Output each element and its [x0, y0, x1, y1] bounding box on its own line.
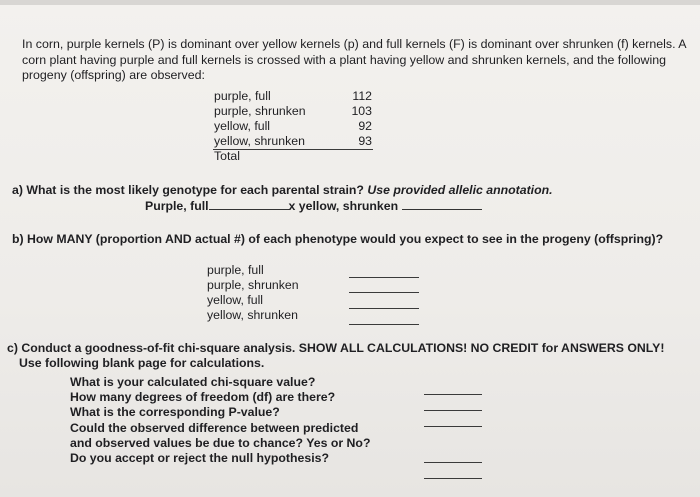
- expected-phenotype: purple, shrunken: [207, 278, 299, 292]
- progeny-count: 92: [358, 119, 372, 133]
- progeny-label: yellow, full: [214, 119, 271, 133]
- question-a-text: a) What is the most likely genotype for each parental strain?: [12, 183, 364, 197]
- question-a-italic: Use provided allelic annotation.: [367, 183, 553, 197]
- intro-paragraph: [22, 37, 687, 84]
- intro-line-3: progeny (offspring) are observed:: [22, 68, 205, 82]
- df-blank[interactable]: [424, 410, 482, 411]
- expected-phenotype: yellow, shrunken: [207, 308, 298, 322]
- expected-phenotype: purple, full: [207, 263, 264, 277]
- null-hypothesis-blank[interactable]: [424, 478, 482, 479]
- expected-blank-2[interactable]: [349, 292, 419, 293]
- progeny-count: 93: [358, 134, 372, 148]
- p-value-question: What is the corresponding P-value?: [70, 405, 280, 420]
- intro-line-1: In corn, purple kernels (P) is dominant over yellow kernels (p) and full kernels (F) is dominant over shrunken (f) kernels. A: [22, 37, 687, 51]
- expected-blank-1[interactable]: [349, 277, 419, 278]
- intro-line-2: corn plant having purple and full kernels is crossed with a plant having yellow and shrunken kernels, and the following: [22, 52, 667, 67]
- question-b: b) How MANY (proportion AND actual #) of each phenotype would you expect to see in the progeny (offspring)?: [12, 232, 664, 246]
- progeny-label: purple, full: [214, 89, 271, 103]
- expected-blank-3[interactable]: [349, 308, 419, 309]
- expected-blank-4[interactable]: [349, 324, 419, 325]
- chance-blank[interactable]: [424, 462, 482, 463]
- expected-phenotype: yellow, full: [207, 293, 264, 307]
- chance-question-line-1: Could the observed difference between predicted: [70, 420, 359, 435]
- parent1-genotype-blank[interactable]: [209, 209, 289, 210]
- progeny-label: yellow, shrunken: [214, 134, 305, 148]
- df-question: How many degrees of freedom (df) are there?: [70, 390, 336, 405]
- progeny-total-label: Total: [214, 149, 240, 163]
- p-value-blank[interactable]: [424, 426, 482, 427]
- parent1-label: Purple, full: [145, 199, 209, 213]
- chance-question-line-2: and observed values be due to chance? Yes or No?: [70, 435, 371, 450]
- progeny-table-labels: [214, 89, 306, 164]
- question-a-answer-line: [145, 199, 482, 213]
- question-c-items: [70, 375, 370, 466]
- progeny-label: purple, shrunken: [214, 104, 306, 118]
- progeny-count: 112: [352, 89, 372, 103]
- progeny-table-counts: [340, 89, 372, 149]
- table-total-rule: [213, 149, 373, 150]
- null-hypothesis-question: Do you accept or reject the null hypothesis?: [70, 451, 329, 466]
- question-a: [12, 183, 553, 197]
- parent2-genotype-blank[interactable]: [402, 209, 482, 210]
- page-top-edge: [0, 0, 700, 5]
- expected-phenotype-list: [207, 263, 299, 323]
- chi-square-blank[interactable]: [424, 394, 482, 395]
- question-c: c) Conduct a goodness-of-fit chi-square analysis. SHOW ALL CALCULATIONS! NO CREDIT for ANSWERS ONLY!: [7, 341, 665, 355]
- cross-label: x yellow, shrunken: [288, 199, 399, 213]
- question-c-instruction: Use following blank page for calculations.: [19, 356, 265, 370]
- chi-square-question: What is your calculated chi-square value?: [70, 375, 316, 389]
- progeny-count: 103: [351, 104, 372, 118]
